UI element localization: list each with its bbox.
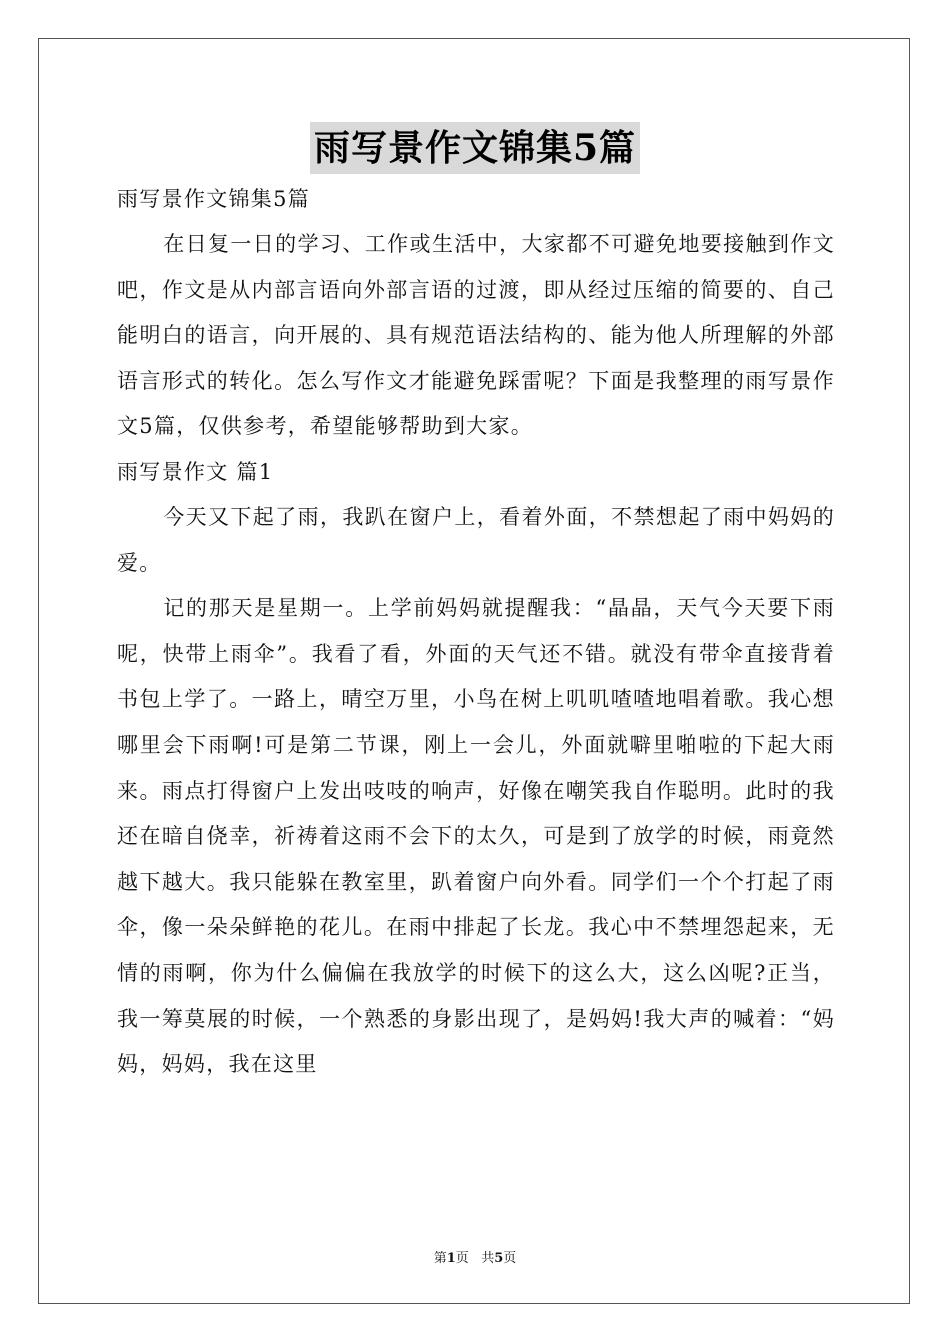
paragraph-2: 记的那天是星期一。上学前妈妈就提醒我：“晶晶，天气今天要下雨呢，快带上雨伞”。我看了看，外面的天气还不错。就没有带伞直接背着书包上学了。一路上，晴空万里，小鸟在树上叽叽喳喳地唱着歌。我心想哪里会下雨啊!可是第二节课，刚上一会儿，外面就噼里啪啦的下起大雨来。雨点打得窗户上发出吱吱的响声，好像在嘲笑我自作聪明。此时的我还在暗自侥幸，祈祷着这雨不会下的太久，可是到了放学的时候，雨竟然越下越大。我只能躲在教室里，趴着窗户向外看。同学们一个个打起了雨伞，像一朵朵鲜艳的花儿。在雨中排起了长龙。我心中不禁埋怨起来，无情的雨啊，你为什么偏偏在我放学的时候下的这么大，这么凶呢?正当，我一筹莫展的时候，一个熟悉的身影出现了，是妈妈!我大声的喊着：“妈妈，妈妈，我在这里 [117,596,835,1077]
footer-page-suffix: 页 [455,1251,469,1266]
document-title: 雨写景作文锦集5篇 [310,122,640,174]
footer-prefix: 第 [433,1251,447,1266]
intro-paragraph: 在日复一日的学习、工作或生活中，大家都不可避免地要接触到作文吧，作文是从内部言语向外部言语的过渡，即从经过压缩的简要的、自己能明白的语言，向开展的、具有规范语法结构的、能为他人所理解的外部语言形式的转化。怎么写作文才能避免踩雷呢？下面是我整理的雨写景作文5篇，仅供参考，希望能够帮助到大家。 [117,232,835,439]
title-container [0,122,950,174]
footer-total-pages: 5 [494,1251,504,1266]
paragraph-1: 今天又下起了雨，我趴在窗户上，看着外面，不禁想起了雨中妈妈的爱。 [117,504,835,575]
footer-page-number: 1 [446,1251,456,1266]
section-heading: 雨写景作文 篇1 [117,459,274,484]
footer-total-suffix: 页 [503,1251,517,1266]
page-footer [0,1247,950,1266]
document-subtitle: 雨写景作文锦集5篇 [117,187,311,211]
footer-total-prefix: 共 [481,1251,495,1266]
document-body [117,177,835,1088]
